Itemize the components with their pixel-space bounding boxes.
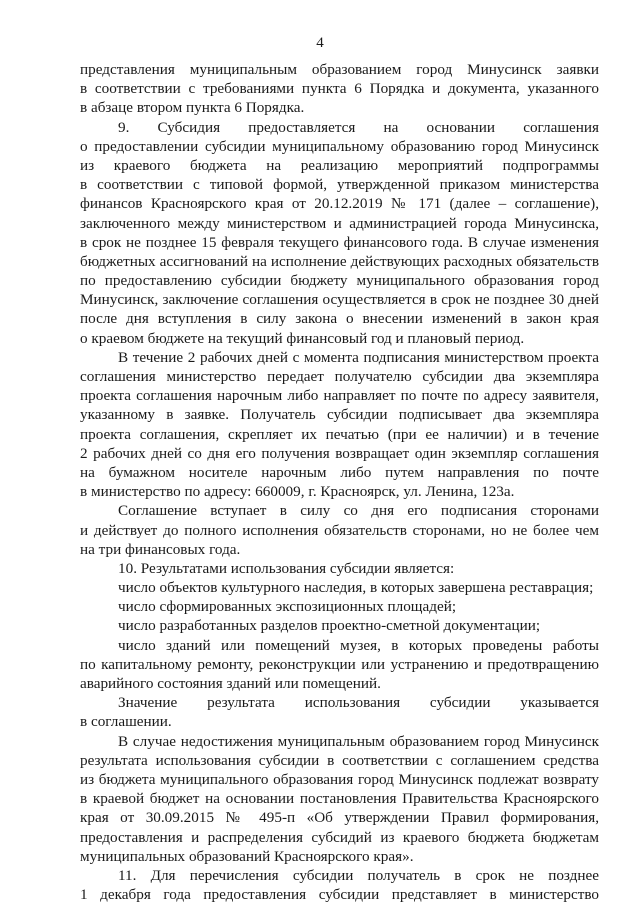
text-line: 11. Для перечисления субсидии получатель в срок не позднее xyxy=(118,866,599,884)
paragraph-clause-9 xyxy=(80,118,599,348)
text-line: число зданий или помещений музея, в которых проведены работы xyxy=(118,636,599,654)
text-line: число сформированных экспозиционных площадей; xyxy=(118,598,457,616)
text-line: по предоставлению субсидии бюджету муниципального образования город xyxy=(80,272,599,290)
text-line: результата использования субсидии в соответствии с соглашением средства xyxy=(80,751,599,769)
text-line: соглашения министерство передает получателю субсидии два экземпляра xyxy=(80,368,599,385)
text-line: после дня вступления в силу закона о внесении изменений в закон края xyxy=(80,310,599,328)
text-line: число разработанных разделов проектно-сметной документации; xyxy=(118,617,541,635)
page-number: 4 xyxy=(316,35,324,51)
text-line: и действует до полного исполнения обязательств сторонами, но не более чем xyxy=(80,521,599,539)
result-item xyxy=(80,597,599,616)
paragraph-non-achievement xyxy=(80,732,599,866)
text-line: финансов Красноярского края от 20.12.2019 № 171 (далее – соглашение), xyxy=(80,195,599,213)
paragraph-clause-11 xyxy=(80,866,599,904)
text-line: проекта соглашения, скрепляет их печатью (при ее наличии) и в течение xyxy=(80,425,599,443)
text-line: по капитальному ремонту, реконструкции или устранению и предотвращению xyxy=(80,655,599,673)
text-line: в соглашении. xyxy=(80,713,172,731)
text-line: В течение 2 рабочих дней с момента подписания министерством проекта xyxy=(118,348,599,366)
document-body xyxy=(80,60,599,904)
paragraph-agreement-validity xyxy=(80,501,599,559)
text-line: указанному в заявке. Получатель субсидии подписывает два экземпляра xyxy=(80,406,599,424)
text-line: бюджетных ассигнований на исполнение действующих расходных обязательств xyxy=(80,252,599,270)
text-line: края от 30.09.2015 № 495-п «Об утверждении Правил формирования, xyxy=(80,809,599,827)
text-line: на бумажном носителе нарочным либо путем направления по почте xyxy=(80,463,599,481)
text-line: из краевого бюджета на реализацию мероприятий подпрограммы xyxy=(80,156,599,174)
text-line: в срок не позднее 15 февраля текущего финансового года. В случае изменения xyxy=(80,233,599,251)
text-line: из бюджета муниципального образования город Минусинск подлежат возврату xyxy=(80,770,599,788)
paragraph-continuation xyxy=(80,60,599,118)
result-item xyxy=(80,616,599,635)
text-line: муниципальных образований Красноярского края». xyxy=(80,847,414,865)
text-line: в министерство по адресу: 660009, г. Красноярск, ул. Ленина, 123а. xyxy=(80,483,515,501)
text-line: Соглашение вступает в силу со дня его подписания сторонами xyxy=(118,502,599,520)
paragraph-signing-procedure xyxy=(80,348,599,502)
text-line: 2 рабочих дней со дня его получения возвращает один экземпляр соглашения xyxy=(80,444,599,462)
text-line: в абзаце втором пункта 6 Порядка. xyxy=(80,99,305,117)
text-line: в краевой бюджет на основании постановления Правительства Красноярского xyxy=(80,790,599,808)
paragraph-result-value xyxy=(80,693,599,731)
text-line: заключенного между министерством и администрацией города Минусинска, xyxy=(80,214,599,232)
text-line: 10. Результатами использования субсидии является: xyxy=(118,559,455,577)
text-line: на три финансовых года. xyxy=(80,540,241,558)
text-line: проекта соглашения нарочным либо направляет по почте по адресу заявителя, xyxy=(80,387,599,405)
paragraph-clause-10 xyxy=(80,559,599,578)
text-line: аварийного состояния зданий или помещений. xyxy=(80,675,381,692)
text-line: В случае недостижения муниципальным образованием город Минусинск xyxy=(118,732,599,750)
result-item xyxy=(80,578,599,597)
text-line: в соответствии с типовой формой, утвержденной приказом министерства xyxy=(80,176,599,194)
text-line: в соответствии с требованиями пункта 6 Порядка и документа, указанного xyxy=(80,80,599,98)
text-line: 1 декабря года предоставления субсидии представляет в министерство xyxy=(80,886,599,904)
text-line: о предоставлении субсидии муниципальному образованию город Минусинск xyxy=(80,137,599,155)
text-line: Значение результата использования субсидии указывается xyxy=(118,694,599,712)
text-line: число объектов культурного наследия, в которых завершена реставрация; xyxy=(118,579,594,597)
text-line: Минусинск, заключение соглашения осуществляется в срок не позднее 30 дней xyxy=(80,291,599,309)
text-line: о краевом бюджете на текущий финансовый год и плановый период. xyxy=(80,329,525,347)
text-line: 9. Субсидия предоставляется на основании соглашения xyxy=(118,118,599,136)
text-line: предоставления и распределения субсидий из краевого бюджета бюджетам xyxy=(80,828,599,846)
text-line: представления муниципальным образованием город Минусинск заявки xyxy=(80,61,599,78)
result-item xyxy=(80,636,599,694)
